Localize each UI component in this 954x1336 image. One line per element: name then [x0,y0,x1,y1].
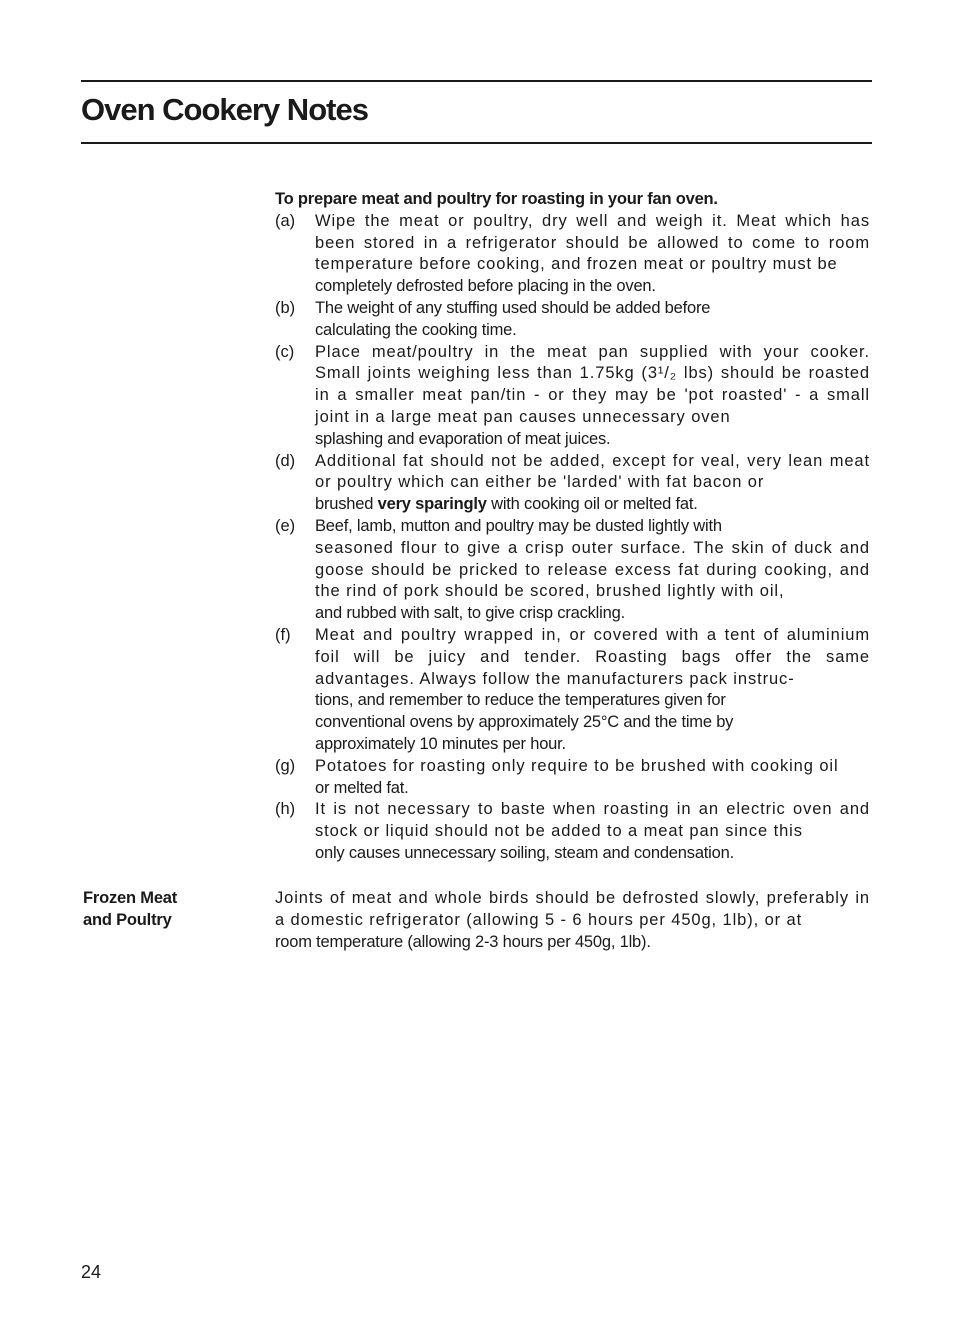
item-marker: (b) [275,298,296,317]
roasting-list [275,211,870,865]
list-item-h [275,799,870,864]
section-heading: To prepare meat and poultry for roasting in your fan oven. [275,190,718,208]
frozen-label-line-2: and Poultry [83,911,172,929]
item-body: It is not necessary to baste when roasting in an electric oven and stock or liquid should not be added to a meat pan since this [315,800,870,841]
item-tail [315,494,870,516]
page-title: Oven Cookery Notes [81,92,368,127]
page-number: 24 [81,1262,102,1282]
list-item-e [275,516,870,625]
item-tail-pre: brushed [315,495,378,514]
item-marker: (f) [275,625,291,644]
list-item-f [275,625,870,756]
item-marker: (a) [275,211,296,230]
list-item-a [275,211,870,298]
item-tail-post: with cooking oil or melted fat. [486,495,698,514]
item-body: Wipe the meat or poultry, dry well and weigh it. Meat which has been stored in a refrigerator should be allowed to come to room temperature before cooking, and frozen meat or poultry must be [315,211,870,274]
frozen-tail: room temperature (allowing 2-3 hours per 450g, 1lb). [275,933,651,951]
item-text [315,516,870,625]
item-marker: (g) [275,756,296,775]
item-tail: splashing and evaporation of meat juices. [315,429,611,448]
list-item-b [275,298,870,342]
item-marker: (h) [275,800,296,819]
item-body: Meat and poultry wrapped in, or covered with a tent of aluminium foil will be juicy and tender. Roasting bags offer the same advantages. Always follow the manufacturers pack instruc- [315,625,870,688]
item-tail: tions, and remember to reduce the temperatures given for conventional ovens by approximately 25°C and the time by approximately 10 minutes per hour. [315,691,734,753]
list-item-c [275,342,870,451]
item-tail: completely defrosted before placing in the oven. [315,277,656,296]
item-body: seasoned flour to give a crisp outer surface. The skin of duck and goose should be pricked to release excess fat during cooking, and the rind of pork should be scored, brushed lightly with oil, [315,538,870,601]
frozen-meat-paragraph [275,887,870,953]
item-tail: or melted fat. [315,778,409,797]
item-tail-emphasis: very sparingly [377,495,487,514]
item-marker: (e) [275,516,296,535]
item-marker: (c) [275,342,295,361]
item-text [315,211,870,298]
item-text [315,625,870,756]
item-lead: Beef, lamb, mutton and poultry may be dusted lightly with [315,516,722,535]
item-text: The weight of any stuffing used should be added before calculating the cooking time. [315,298,711,339]
header-rule-bottom [81,142,872,144]
item-body: Additional fat should not be added, except for veal, very lean meat or poultry which can either be 'larded' with fat bacon or [315,451,870,492]
item-text [315,342,870,451]
item-text [315,451,870,516]
list-item-d [275,451,870,516]
item-tail: and rubbed with salt, to give crisp crackling. [315,604,625,623]
item-tail: only causes unnecessary soiling, steam and condensation. [315,843,734,862]
item-body: Potatoes for roasting only require to be brushed with cooking oil [315,756,839,775]
frozen-body: Joints of meat and whole birds should be defrosted slowly, preferably in a domestic refrigerator (allowing 5 - 6 hours per 450g, 1lb), or at [275,889,870,929]
item-text [315,756,870,800]
item-body: Place meat/poultry in the meat pan supplied with your cooker. Small joints weighing less than 1.75kg (3¹/₂ lbs) should be roasted in a smaller meat pan/tin - or they may be 'pot roasted' - a small joint in a large meat pan causes unnecessary oven [315,342,870,426]
header-rule-top [81,80,872,82]
frozen-label-line-1: Frozen Meat [83,889,178,907]
list-item-g [275,756,870,800]
frozen-meat-label [83,887,263,931]
roasting-section [275,189,870,865]
item-marker: (d) [275,451,296,470]
item-text [315,799,870,864]
